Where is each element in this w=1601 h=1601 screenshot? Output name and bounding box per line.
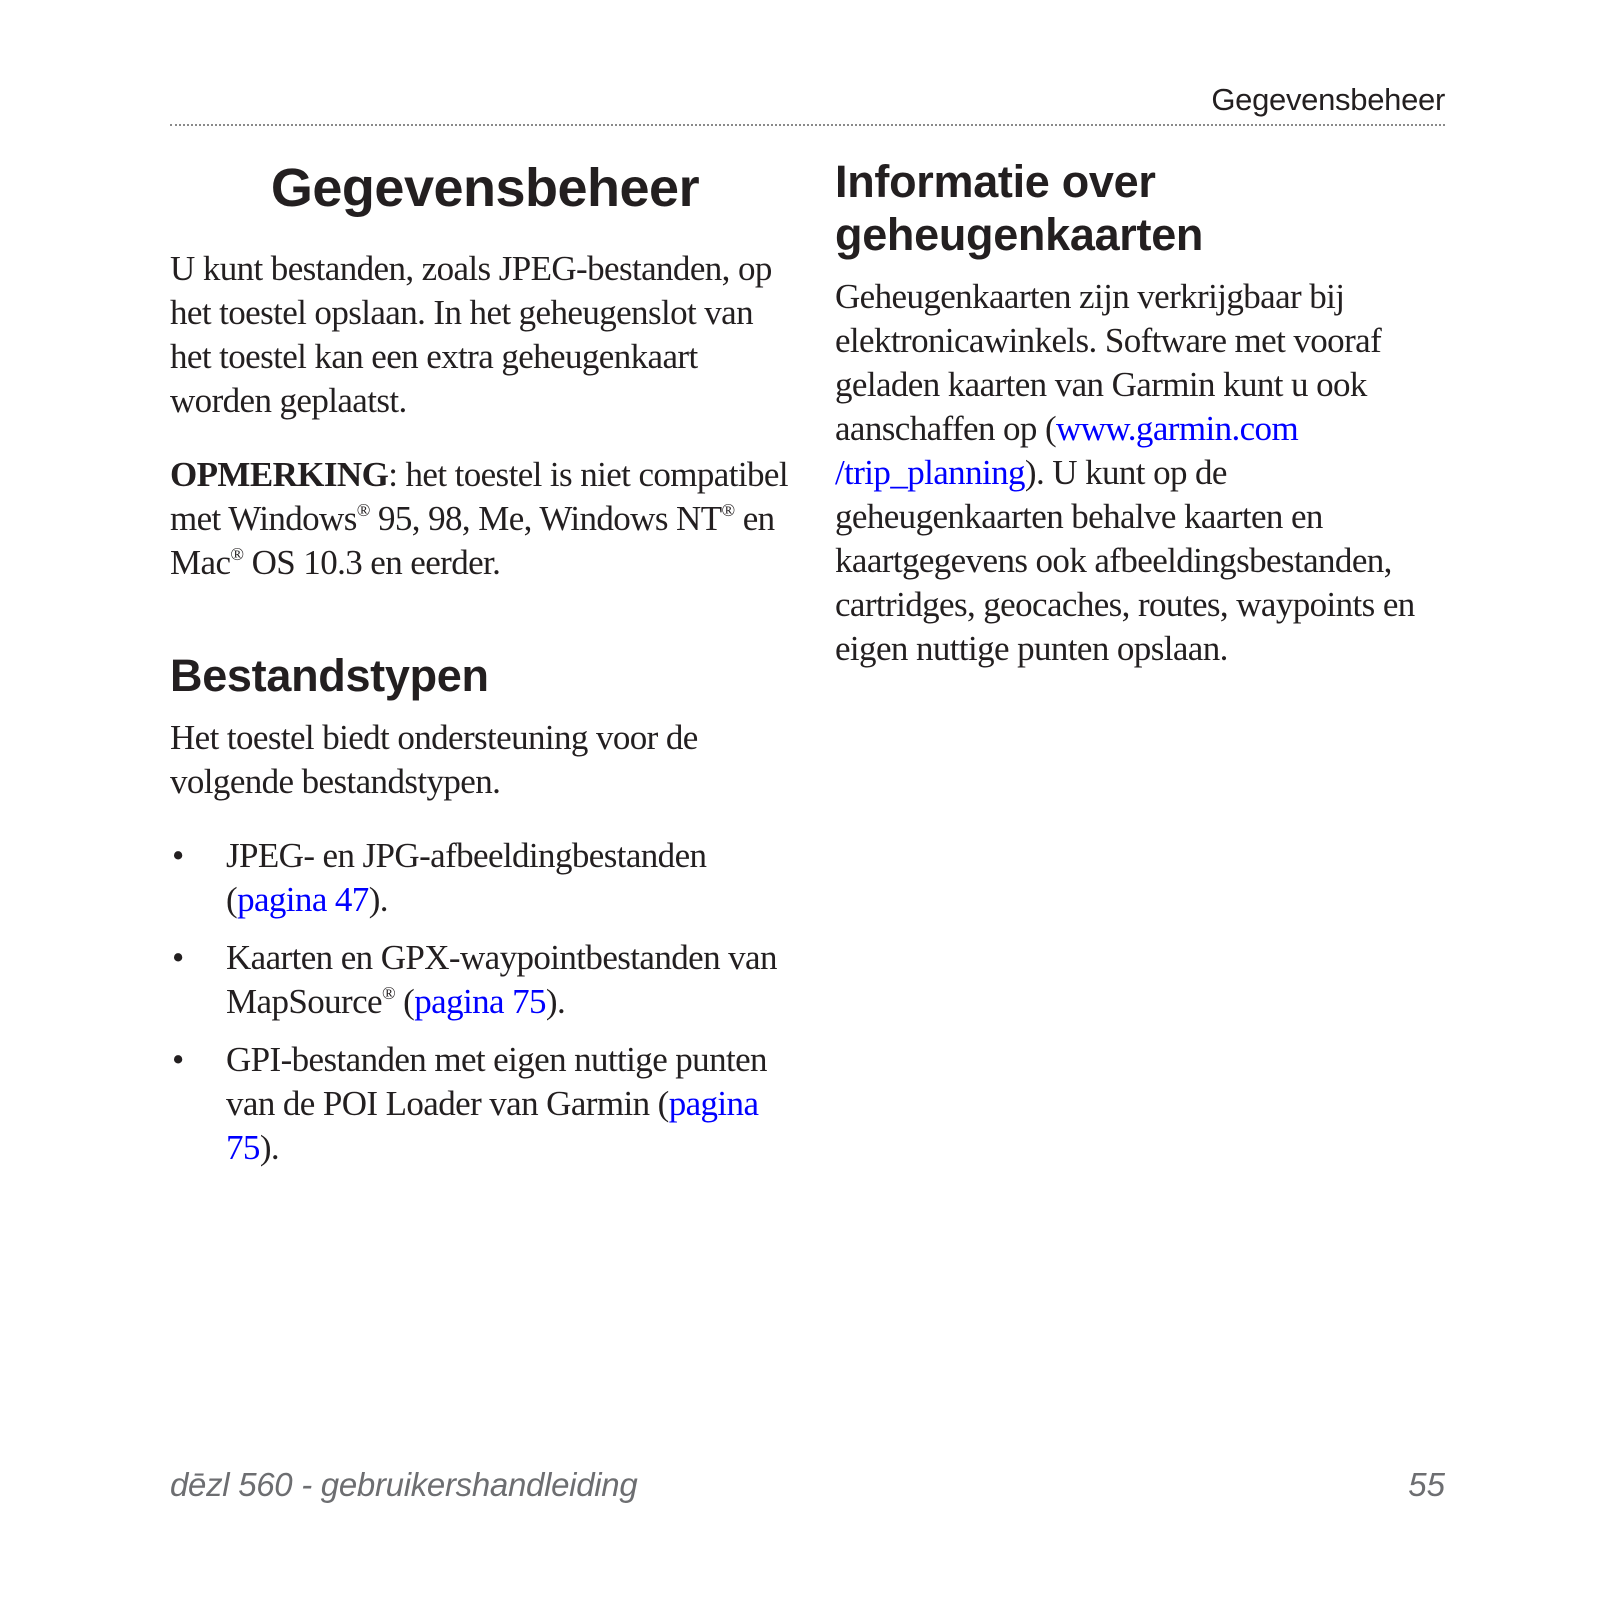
note-text-1: : het toestel is niet compatibel met Windows [170, 455, 788, 538]
page-link[interactable]: pagina 75 [414, 982, 546, 1021]
list-item [170, 936, 790, 1024]
intro-paragraph: U kunt bestanden, zoals JPEG-bestanden, op het toestel opslaan. In het geheugenslot van het toestel kan een extra geheugenkaart worden geplaatst. [170, 249, 772, 420]
list-item-text-end: ). [368, 880, 388, 919]
registered-mark: ® [230, 544, 244, 564]
footer-manual-title: dēzl 560 - gebruikershandleiding [170, 1466, 638, 1503]
list-item-text-end: ). [545, 982, 566, 1021]
section-title-file-types: Bestandstypen [170, 650, 489, 701]
section-title-memory-cards: Informatie over geheugenkaarten [835, 156, 1204, 260]
section-intro: Het toestel biedt ondersteuning voor de volgende bestandstypen. [170, 718, 698, 801]
memory-cards-text: Geheugenkaarten zijn verkrijgbaar bij elektronicawinkels. Software met vooraf geladen kaarten van Garmin kunt u ook aanschaffen op ( [835, 277, 1382, 448]
garmin-url-part-2: /trip_planning [835, 453, 1025, 492]
list-item-text: GPI-bestanden met eigen nuttige punten van de POI Loader van Garmin ( [226, 1040, 767, 1123]
note-text-3: en Mac [170, 499, 775, 582]
footer-page-number: 55 [1408, 1466, 1445, 1503]
list-item-text: JPEG- en JPG-afbeeldingbestanden ( [226, 836, 707, 919]
right-column [835, 155, 1450, 671]
page-link[interactable]: pagina 75 [226, 1084, 759, 1167]
left-column [170, 155, 790, 1184]
note-text-4: OS 10.3 en eerder. [243, 543, 501, 582]
note-label: OPMERKING [170, 455, 389, 494]
list-item-text: Kaarten en GPX-waypointbestanden van MapSource [226, 938, 777, 1021]
registered-mark: ® [381, 983, 396, 1003]
running-header-title: Gegevensbeheer [1211, 82, 1445, 117]
memory-cards-text-end: ). U kunt op de geheugenkaarten behalve kaarten en kaartgegevens ook afbeeldingsbestanden, cartridges, geocaches, routes, waypoints en eigen nuttige punten opslaan. [835, 453, 1415, 668]
list-item [170, 834, 790, 922]
list-item-text-mid: ( [395, 982, 415, 1021]
list-item-text-end: ). [259, 1128, 280, 1167]
note-text-2: 95, 98, Me, Windows NT [369, 499, 722, 538]
memory-cards-paragraph [835, 275, 1450, 671]
garmin-url-part-1: www.garmin.com [1056, 409, 1299, 448]
bullet-dot: • [172, 836, 184, 875]
bullet-dot: • [172, 938, 184, 977]
bullet-dot: • [172, 1040, 184, 1079]
page-link[interactable]: pagina 47 [237, 880, 369, 919]
registered-mark: ® [356, 500, 370, 520]
file-types-list [170, 834, 790, 1170]
page-title: Gegevensbeheer [270, 158, 700, 218]
running-header [170, 80, 1445, 126]
registered-mark: ® [721, 500, 735, 520]
note-paragraph [170, 453, 790, 585]
list-item [170, 1038, 790, 1170]
